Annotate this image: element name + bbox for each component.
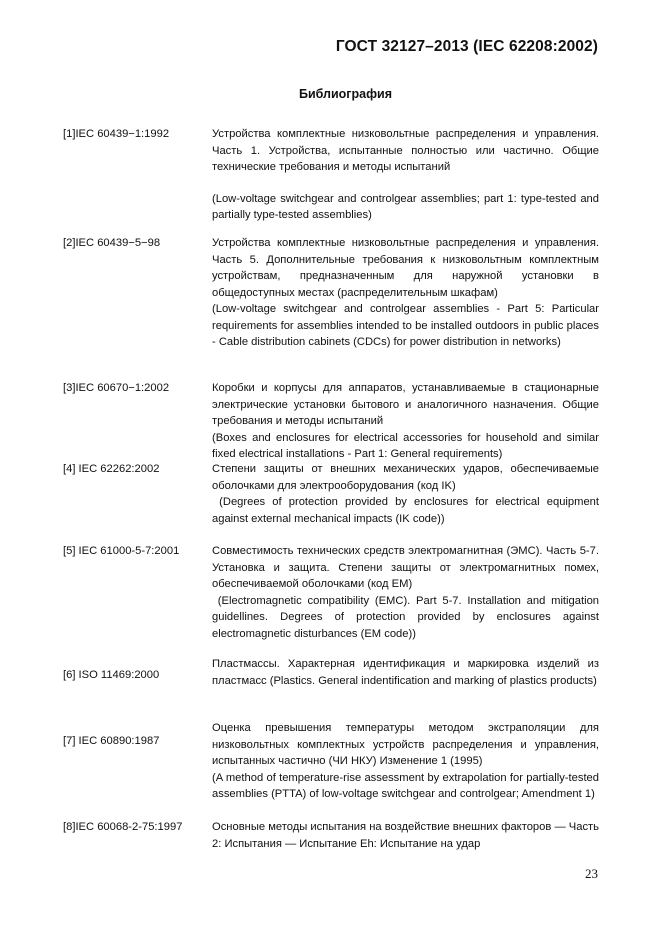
entry-reference: [2]IEC 60439−5−98 <box>63 237 161 249</box>
entry-text-ru: Пластмассы. Характерная идентификация и маркировка изделий из пластмасс (Plastics. General indentification and marking of plastics products) <box>212 658 599 687</box>
document-standard-header: ГОСТ 32127–2013 (IEC 62208:2002) <box>335 38 598 55</box>
entry-reference: [4] IEC 62262:2002 <box>63 463 160 475</box>
entry-text-ru: Степени защиты от внешних механических ударов, обеспечиваемые оболочками для электрооборудования (код IK) <box>212 463 599 492</box>
entry-reference: [1]IEC 60439−1:1992 <box>63 128 170 140</box>
entry-text-ru: Совместимость технических средств электромагнитная (ЭМС). Часть 5-7. Установка и защита. Степени защиты от электромагнитных помех, обеспечиваемой оболочками (код ЕМ) <box>212 545 599 590</box>
entry-description <box>212 126 599 224</box>
entry-description <box>212 461 603 527</box>
entry-reference: [5] IEC 61000-5-7:2001 <box>63 545 180 557</box>
entry-reference: [3]IEC 60670−1:2002 <box>63 382 170 394</box>
page-number: 23 <box>585 866 598 881</box>
entry-description <box>212 819 599 852</box>
entry-text-ru: Устройства комплектные низковольтные распределения и управления. Часть 1. Устройства, испытанные полностью или частично. Общие технические требования и методы испытаний <box>212 128 599 173</box>
section-title: Библиография <box>298 87 393 101</box>
entry-description <box>212 656 599 689</box>
entry-description <box>212 720 599 803</box>
entry-text-ru: Устройства комплектные низковольтные распределения и управления. Часть 5. Дополнительные требования к низковольтным комплектным устройствам, предназначенным для наружной установки в общедоступных местах (распределительным шкафам) <box>212 237 599 299</box>
entry-reference: [6] ISO 11469:2000 <box>63 669 160 681</box>
entry-description <box>212 380 599 463</box>
entry-text-en: (Low-voltage switchgear and controlgear assemblies - Part 5: Particular requirements for assemblies intended to be installed outdoors in public places - Cable distribution cabinets (CDCs) for power distribution in networks) <box>212 303 599 348</box>
entry-text-en: (Electromagnetic compatibility (EMC). Part 5-7. Installation and mitigation guidellines. Degrees of protection provided by enclosures against electromagnetic disturbances (EM code)) <box>212 594 603 640</box>
entry-text-ru: Оценка превышения температуры методом экстраполяции для низковольтных комплектных устройств распределения и управления, испытанных частично (ЧИ НКУ) Изменение 1 (1995) <box>212 722 599 767</box>
entry-text-en: (Boxes and enclosures for electrical accessories for household and similar fixed electrical installations - Part 1: General requirements) <box>212 431 599 460</box>
entry-text-ru: Коробки и корпусы для аппаратов, устанавливаемые в стационарные электрические установки бытового и аналогичного назначения. Общие требования и методы испытаний <box>212 382 599 427</box>
entry-description <box>212 543 603 642</box>
entry-reference: [8]IEC 60068-2-75:1997 <box>63 821 183 833</box>
entry-text-en: (A method of temperature-rise assessment by extrapolation for partially-tested assemblies (PTTA) of low-voltage switchgear and controlgear; Amendment 1) <box>212 771 599 800</box>
entry-text-en: (Degrees of protection provided by enclosures for electrical equipment against external mechanical impacts (IK code)) <box>212 496 603 525</box>
entry-text-ru: Основные методы испытания на воздействие внешних факторов — Часть 2: Испытания — Испытание Eh: Испытание на удар <box>212 821 599 850</box>
entry-reference: [7] IEC 60890:1987 <box>63 735 160 747</box>
entry-description <box>212 235 599 351</box>
entry-text-en: (Low-voltage switchgear and controlgear assemblies; part 1: type-tested and partially type-tested assemblies) <box>212 192 599 221</box>
